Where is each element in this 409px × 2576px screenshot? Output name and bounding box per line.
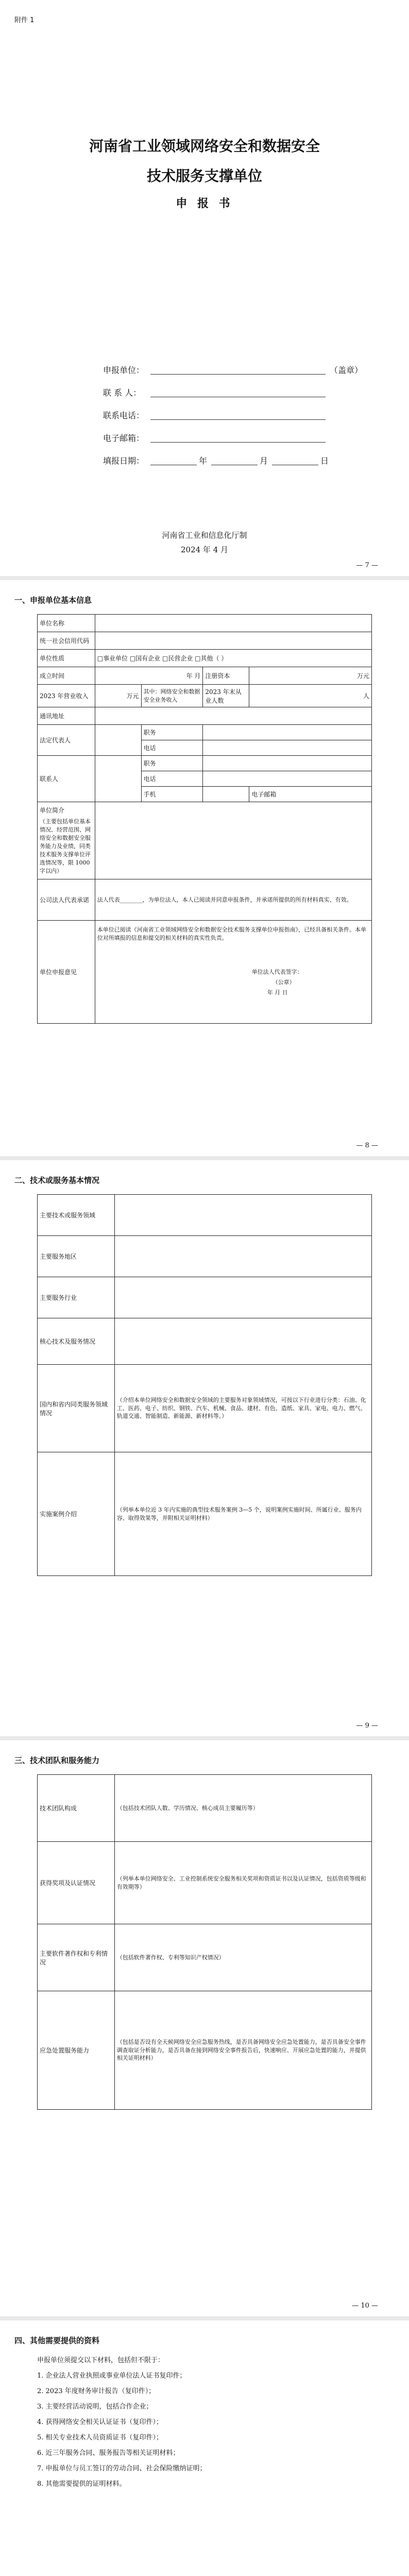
cover-title-line2: 技术服务支撑单位 (146, 167, 262, 184)
label-service-field: 主要技术或服务领域 (38, 1195, 115, 1236)
label-case-intro: 实施案例介绍 (38, 1452, 115, 1576)
input-contact[interactable] (95, 756, 141, 802)
material-item: 6. 近三年服务合同、服务报告等相关证明材料； (37, 2449, 180, 2457)
date-month-label: 月 (260, 456, 268, 466)
page-separator (0, 1736, 409, 1740)
date-day-label: 日 (320, 456, 329, 466)
input-service-region[interactable] (114, 1236, 371, 1277)
page-separator (0, 576, 409, 580)
input-service-field[interactable] (114, 1195, 371, 1236)
label-email: 电子邮箱 (249, 787, 372, 802)
cover-title-line1: 河南省工业领域网络安全和数据安全 (89, 138, 320, 155)
label-ip: 主要软件著作权和专利情况 (38, 1924, 115, 1991)
materials-page (0, 2320, 409, 2576)
input-service-industry[interactable] (114, 1277, 371, 1318)
basic-info-table (37, 614, 372, 1024)
label-unit-commitment: 单位申报意见 (38, 921, 95, 1024)
services-page (0, 1160, 409, 1736)
label-security-revenue: 其中：网络安全和数据安全业务收入 (141, 685, 203, 707)
team-table (37, 1774, 372, 2110)
label-service-region: 主要服务地区 (38, 1236, 115, 1277)
input-founded[interactable]: 年 月 (95, 667, 203, 685)
services-table (37, 1194, 372, 1576)
material-item: 2. 2023 年度财务审计报告（复印件）； (37, 2387, 156, 2395)
label-unit-intro (38, 802, 95, 879)
seal-line: （公章） (272, 978, 295, 986)
label-domestic-service: 国内和省内同类服务领域情况 (38, 1365, 115, 1452)
unit-intro-hint: （主要包括单位基本情况、经营范围、网络安全和数据安全服务能力及业绩，同类技术服务支撑单位评选情况等，限 1000 字以内） (40, 818, 91, 874)
field-label: 电子邮箱： (103, 433, 145, 443)
input-emergency[interactable]: （包括是否设有全天候网络安全应急服务热线，是否具备网络安全应急处置能力，是否具备安全事件调查取证分析能力，是否具备在接到网络安全事件报告后，快速响应、开展应急处置的能力，并提供相关证明材料） (114, 1991, 371, 2110)
attachment-label: 附件 1 (14, 16, 35, 24)
label-founded: 成立时间 (38, 667, 95, 685)
cover-page (0, 0, 409, 576)
unit-intro-title: 单位简介 (40, 807, 65, 815)
page-separator (0, 2316, 409, 2320)
input-registered-capital[interactable]: 万元 (249, 667, 372, 685)
unit-commitment-cell (95, 921, 371, 1024)
input-team[interactable]: （包括技术团队人数、学历情况、核心成员主要履历等） (114, 1775, 371, 1842)
label-legal-rep: 法定代表人 (38, 725, 95, 756)
signature-line[interactable]: 单位法人代表签字： (251, 968, 303, 975)
page-number: — 7 — (356, 562, 378, 569)
material-item: 5. 相关专业技术人员资质证书（复印件）； (37, 2434, 163, 2442)
input-awards[interactable]: （列举本单位网络安全、工业控制系统安全服务相关奖项和资质证书以及认证情况，包括资质等级和有效期等） (114, 1842, 371, 1924)
cover-title-line3: 申 报 书 (176, 197, 233, 210)
input-ip[interactable]: （包括软件著作权、专利等知识产权情况） (114, 1924, 371, 1991)
label-mobile: 手机 (141, 787, 203, 802)
input-legal-rep[interactable] (95, 725, 141, 756)
material-item: 8. 其他需要提供的证明材料。 (37, 2480, 126, 2488)
label-credit-code: 统一社会信用代码 (38, 632, 95, 650)
input-revenue[interactable]: 万元 (95, 685, 141, 707)
input-contact-position[interactable] (203, 756, 372, 771)
page-number: — 8 — (356, 1142, 378, 1149)
input-contact-mobile[interactable] (203, 787, 249, 802)
issuer: 河南省工业和信息化厅制 (162, 531, 247, 540)
basic-info-page (0, 580, 409, 1156)
label-address: 通讯地址 (38, 707, 95, 725)
input-headcount[interactable]: 人 (249, 685, 372, 707)
input-unit-name[interactable] (95, 615, 371, 632)
commitment-date[interactable]: 年 月 日 (267, 989, 288, 996)
issue-date: 2024 年 4 月 (180, 545, 229, 554)
team-page (0, 1740, 409, 2316)
label-team: 技术团队构成 (38, 1775, 115, 1842)
label-contact: 联系人 (38, 756, 95, 802)
field-underline[interactable] (150, 442, 326, 443)
field-underline[interactable] (150, 419, 326, 420)
unit-commitment-text: 本单位已阅读《河南省工业领域网络安全和数据安全技术服务支撑单位申报指南》，已经具备相关条件。本单位对所填报的信息和提交的相关材料的真实性负责。 (97, 926, 367, 941)
input-phone[interactable] (203, 740, 372, 756)
input-credit-code[interactable] (95, 632, 371, 650)
field-suffix: （盖章） (330, 365, 363, 375)
field-label: 申报单位： (103, 365, 145, 375)
page-number: — 9 — (356, 1722, 378, 1730)
label-phone: 电话 (141, 740, 203, 756)
section-title: 三、技术团队和服务能力 (14, 1756, 100, 1765)
input-core-tech[interactable] (114, 1318, 371, 1365)
section-title: 一、申报单位基本信息 (14, 596, 92, 605)
input-position[interactable] (203, 725, 372, 740)
input-domestic-service[interactable]: （介绍本单位网络安全和数据安全领域的主要服务对象领域情况，可按以下行业进行分类：石油、化工、医药、电子、纺织、钢铁、汽车、机械、食品、建材、有色、造纸、家具、家电、电力、燃气、轨道交通、智能制造、新能源、新材料等。） (114, 1365, 371, 1452)
unit-type-options[interactable]: □事业单位 □国有企业 □民营企业 □其他（ ） (95, 650, 371, 667)
label-phone: 电话 (141, 771, 203, 787)
material-item: 4. 获得网络安全相关认证证书（复印件）； (37, 2418, 163, 2426)
label-registered-capital: 注册资本 (203, 667, 249, 685)
field-underline[interactable] (150, 374, 326, 375)
field-label: 联系电话： (103, 411, 145, 420)
label-emergency: 应急处置服务能力 (38, 1991, 115, 2110)
legal-commitment-text: 法人代表________，为单位法人，本人已阅读并同意申报条件，并承诺所提供的所有材料真实、有效。 (95, 879, 371, 921)
label-service-industry: 主要服务行业 (38, 1277, 115, 1318)
label-awards: 获得奖项及认证情况 (38, 1842, 115, 1924)
material-item: 7. 申报单位与员工签订的劳动合同、社会保险缴纳证明； (37, 2465, 207, 2472)
label-core-tech: 核心技术及服务情况 (38, 1318, 115, 1365)
material-item: 1. 企业法人营业执照或事业单位法人证书复印件； (37, 2372, 186, 2380)
input-address[interactable] (95, 707, 371, 725)
label-revenue: 2023 年营业收入 (38, 685, 95, 707)
materials-intro: 申报单位须提交以下材料，包括但不限于： (37, 2357, 165, 2364)
label-headcount: 2023 年末从业人数 (203, 685, 249, 707)
input-unit-intro[interactable] (95, 802, 371, 879)
label-unit-type: 单位性质 (38, 650, 95, 667)
page-number: — 10 — (352, 2302, 378, 2310)
material-item: 3. 主要经营活动说明，包括合作企业； (37, 2403, 153, 2411)
input-contact-phone[interactable] (203, 771, 372, 787)
label-legal-commitment: 公司法人代表承诺 (38, 879, 95, 921)
date-year-label: 年 (199, 456, 208, 466)
page-separator (0, 1156, 409, 1160)
label-position: 职务 (141, 756, 203, 771)
section-title: 二、技术或服务基本情况 (14, 1176, 100, 1185)
input-case-intro[interactable]: （列举本单位近 3 年内实施的典型技术服务案例 3—5 个，说明案例实施时间、所属行业、服务内容、取得效果等，并附相关证明材料） (114, 1452, 371, 1576)
section-title: 四、其他需要提供的资料 (14, 2336, 100, 2345)
label-position: 职务 (141, 725, 203, 740)
field-label: 联 系 人： (103, 388, 142, 398)
label-unit-name: 单位名称 (38, 615, 95, 632)
field-label: 填报日期： (103, 456, 145, 466)
